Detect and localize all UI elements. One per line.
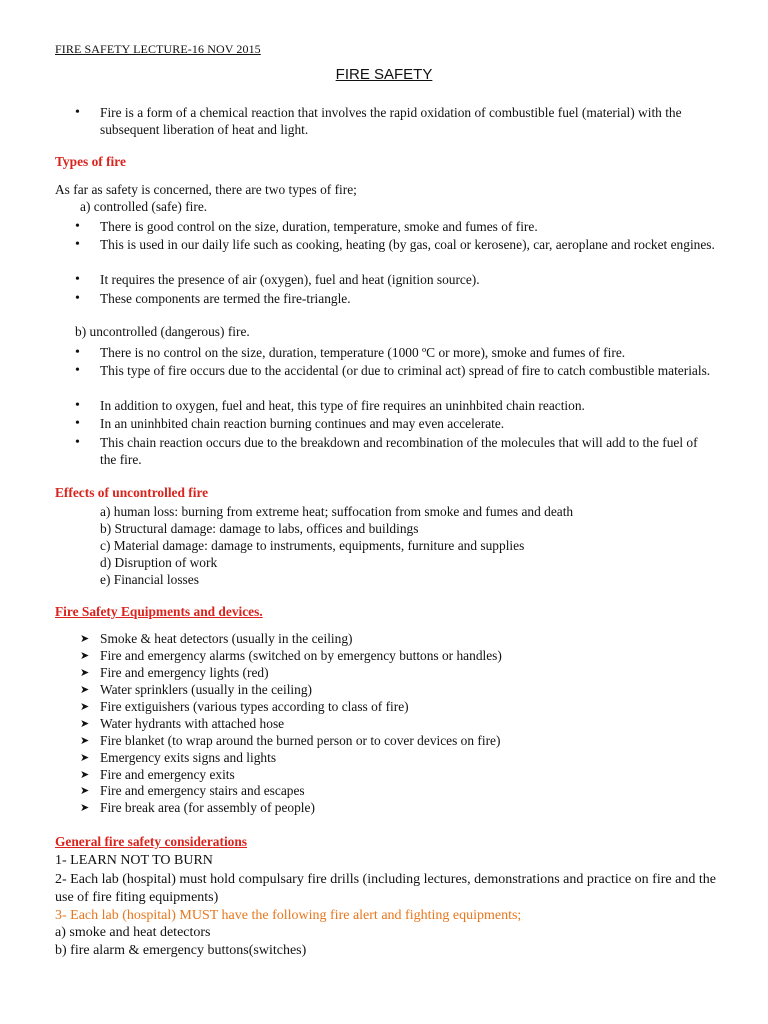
list-item: • In an uninhbited chain reaction burning continues and may even accelerate.: [75, 416, 505, 431]
general-line-3: 3- Each lab (hospital) MUST have the following fire alert and fighting equipments;: [55, 908, 522, 923]
controlled-fire-label: a) controlled (safe) fire.: [80, 199, 208, 214]
general-line-1: 1- LEARN NOT TO BURN: [55, 853, 213, 868]
arrowhead-bullet-icon: ➤: [80, 717, 90, 730]
bullet-dot-icon: •: [75, 398, 80, 413]
intro-bullet: • Fire is a form of a chemical reaction that involves the rapid oxidation of combustible fuel (material) with the subsequent liberation of heat and light.: [75, 105, 682, 137]
list-item: • This chain reaction occurs due to the breakdown and recombination of the molecules that will add to the fuel of the fire.: [75, 435, 698, 467]
arrowhead-bullet-icon: ➤: [80, 700, 90, 713]
bullet-dot-icon: •: [75, 272, 80, 287]
section-heading-types: Types of fire: [55, 154, 126, 169]
section-heading-equipment: Fire Safety Equipments and devices.: [55, 604, 263, 619]
arrowhead-bullet-icon: ➤: [80, 649, 90, 662]
list-item: • There is good control on the size, duration, temperature, smoke and fumes of fire.: [75, 219, 538, 234]
arrowhead-bullet-icon: ➤: [80, 751, 90, 764]
list-item: e) Financial losses: [100, 572, 199, 587]
arrowhead-bullet-icon: ➤: [80, 801, 90, 814]
list-item: • This type of fire occurs due to the accidental (or due to criminal act) spread of fire to catch combustible materials.: [75, 363, 711, 378]
bullet-dot-icon: •: [75, 237, 80, 252]
arrowhead-bullet-icon: ➤: [80, 666, 90, 679]
arrowhead-bullet-icon: ➤: [80, 683, 90, 696]
bullet-dot-icon: •: [75, 219, 80, 234]
bullet-dot-icon: •: [75, 416, 80, 431]
bullet-dot-icon: •: [75, 105, 80, 120]
general-line-4: a) smoke and heat detectors: [55, 925, 211, 940]
page-title: FIRE SAFETY: [335, 66, 433, 83]
section-heading-effects: Effects of uncontrolled fire: [55, 485, 209, 500]
list-item: • This is used in our daily life such as cooking, heating (by gas, coal or kerosene), car, aeroplane and rocket engines.: [75, 237, 715, 252]
document-page: FIRE SAFETY LECTURE-16 NOV 2015 FIRE SAFETY • Fire is a form of a chemical reaction that involves the rapid oxidation of combustible fuel (material) with the subsequent liberation of heat and light. Types of fire As far as safety is concerned, there are two types of fire; a) controlled (safe) fire. • There is good control on the size, duration, temperature, smoke and fumes of fire. • This is used in our daily life such as cooking, heating (by gas, coal or kerosene), car, aeroplane and rocket engines. • It requires the presence of air (oxygen), fuel and heat (ignition source). • These components are termed the fire-triangle. b) uncontrolled (dangerous) fire. • There is no control on the size, duration, temperature (1000 ºC or more), smoke and fumes of fire. • This type of fire occurs due to the accidental (or due to criminal act) spread of fire to catch combustible materials. • In addition to oxygen, fuel and heat, this type of fire requires an uninhbited chain reaction. • In an uninhbited chain reaction burning continues and may even accelerate. • This chain reaction occurs due to the breakdown and recombination of the molecules that will add to the fuel of the fire. Effects of uncontrolled fire a) human loss: burning from extreme heat; suffocation from smoke and fumes and death b) Structural damage: damage to labs, offices and buildings c) Material damage: damage to instruments, equipments, furniture and supplies d) Disruption of work e) Financial losses Fire Safety Equipments and devices. ➤ Smoke & heat detectors (usually in the ceiling) ➤ Fire and emergency alarms (switched on by emergency buttons or handles) ➤ Fire and emergency lights (red) ➤ Water sprinklers (usually in the ceiling) ➤ Fire extiguishers (various types according to class of fire) ➤ Water hydrants with attached hose ➤ Fire blanket (to wrap around the burned person or to cover devices on fire) ➤ Emergency exits signs and lights ➤ Fire and emergency exits ➤ Fire and emergency stairs and escapes ➤ Fire break area (for assembly of people) General fire safety considerations 1- LEARN NOT TO BURN 2- Each lab (hospital) must hold compulsary fire drills (including lectures, demonstrations and practice on fire and the use of fire fiting equipments) 3- Each lab (hospital) MUST have the following fire alert and fighting equipments; a) smoke and heat detectors b) fire alarm & emergency buttons(switches): [0, 0, 768, 1024]
list-item: • It requires the presence of air (oxygen), fuel and heat (ignition source).: [75, 272, 480, 287]
bullet-dot-icon: •: [75, 435, 80, 450]
list-item: • There is no control on the size, duration, temperature (1000 ºC or more), smoke and fumes of fire.: [75, 345, 626, 360]
arrowhead-bullet-icon: ➤: [80, 734, 90, 747]
lecture-date-header: FIRE SAFETY LECTURE-16 NOV 2015: [55, 42, 261, 56]
list-item: c) Material damage: damage to instruments, equipments, furniture and supplies: [100, 538, 525, 553]
bullet-dot-icon: •: [75, 291, 80, 306]
list-item: b) Structural damage: damage to labs, offices and buildings: [100, 521, 419, 536]
arrowhead-bullet-icon: ➤: [80, 632, 90, 645]
arrowhead-bullet-icon: ➤: [80, 768, 90, 781]
arrowhead-bullet-icon: ➤: [80, 784, 90, 797]
general-line-2: 2- Each lab (hospital) must hold compulsary fire drills (including lectures, demonstrations and practice on fire and the use of fire fiting equipments): [55, 872, 716, 905]
bullet-dot-icon: •: [75, 363, 80, 378]
list-item: • These components are termed the fire-triangle.: [75, 291, 351, 306]
list-item: a) human loss: burning from extreme heat; suffocation from smoke and fumes and death: [100, 504, 574, 519]
section-heading-general: General fire safety considerations: [55, 834, 248, 849]
bullet-dot-icon: •: [75, 345, 80, 360]
uncontrolled-fire-label: b) uncontrolled (dangerous) fire.: [75, 324, 250, 339]
types-lead-text: As far as safety is concerned, there are two types of fire;: [55, 182, 357, 197]
list-item: d) Disruption of work: [100, 555, 218, 570]
list-item: • In addition to oxygen, fuel and heat, this type of fire requires an uninhbited chain reaction.: [75, 398, 585, 413]
general-line-5: b) fire alarm & emergency buttons(switches): [55, 943, 307, 958]
